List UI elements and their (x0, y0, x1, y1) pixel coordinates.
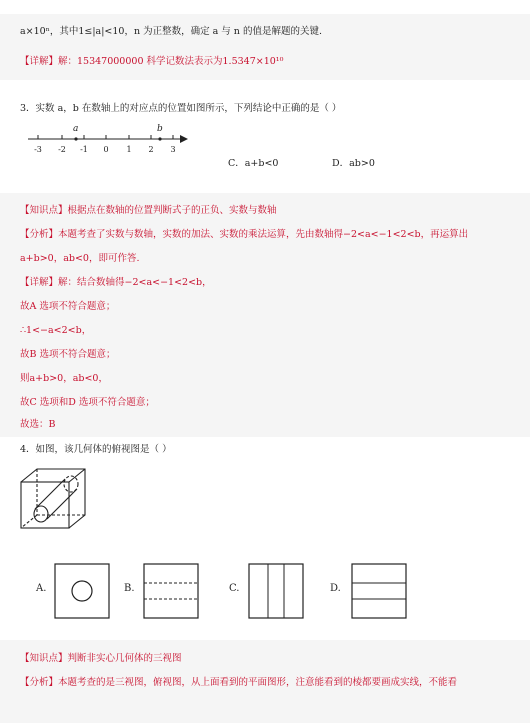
point-b (158, 137, 161, 140)
q4-knowledge-point: 【知识点】判断非实心几何体的三视图 (20, 653, 182, 664)
q3-detail-7: 故选：B (20, 419, 56, 430)
q4-option-d-label: D. (330, 583, 341, 594)
prev-answer-block (0, 14, 530, 80)
q3-detail-3: ∴1<−a<2<b， (20, 325, 92, 336)
tick-label: -3 (34, 145, 42, 154)
q3-detail-5: 则a+b>0，ab<0， (20, 373, 108, 384)
q3-analysis-2: a+b>0，ab<0，即可作答. (20, 253, 140, 264)
tick-label: 1 (126, 145, 132, 154)
prev-answer-detail: 【详解】解：15347000000 科学记数法表示为1.5347×10¹⁰ (20, 56, 284, 67)
tick-label: 0 (103, 145, 109, 154)
q4-stem: 4．如图，该几何体的俯视图是（ ） (20, 444, 172, 455)
point-a (74, 137, 77, 140)
prev-answer-line-1: a×10ⁿ，其中1≤|a|<10，n 为正整数，确定 a 与 n 的值是解题的关键. (20, 26, 322, 37)
label-b: b (157, 124, 163, 134)
q3-detail-1: 【详解】解：结合数轴得−2<a<−1<2<b， (20, 277, 212, 288)
q3-answer-block (0, 193, 530, 437)
q4-analysis: 【分析】本题考查的是三视图，俯视图，从上面看到的平面图形，注意能看到的棱都要画成实线，不能看 (20, 677, 458, 688)
q4-option-c-figure (248, 563, 304, 619)
number-line-figure (20, 118, 190, 168)
q3-detail-6: 故C 选项和D 选项不符合题意； (20, 397, 155, 408)
q3-stem: 3．实数 a，b 在数轴上的对应点的位置如图所示，下列结论中正确的是（ ） (20, 103, 342, 114)
q3-option-c: C．a+b<0 (228, 158, 279, 169)
q4-option-c-label: C. (229, 583, 240, 594)
tick-label: -2 (58, 145, 66, 154)
tick-label: -1 (80, 145, 88, 154)
q4-option-a-figure (54, 563, 110, 619)
q3-option-d: D．ab>0 (332, 158, 375, 169)
q4-option-b-label: B. (124, 583, 135, 594)
q3-analysis-1: 【分析】本题考查了实数与数轴，实数的加法、实数的乘法运算，先由数轴得−2<a<−1<2<b，再运算出 (20, 229, 469, 240)
tick-label: 3 (170, 145, 176, 154)
q4-option-d-figure (351, 563, 407, 619)
number-line-arrow (180, 135, 188, 143)
tick-label: 2 (148, 145, 154, 154)
q4-option-a-label: A. (36, 583, 47, 594)
q3-knowledge-point: 【知识点】根据点在数轴的位置判断式子的正负、实数与数轴 (20, 205, 277, 216)
label-a: a (73, 124, 79, 134)
q3-detail-2: 故A 选项不符合题意； (20, 301, 116, 312)
q3-detail-4: 故B 选项不符合题意； (20, 349, 116, 360)
q4-answer-block (0, 640, 530, 723)
cube-with-cylinder-figure (18, 466, 98, 532)
q4-option-b-figure (143, 563, 199, 619)
